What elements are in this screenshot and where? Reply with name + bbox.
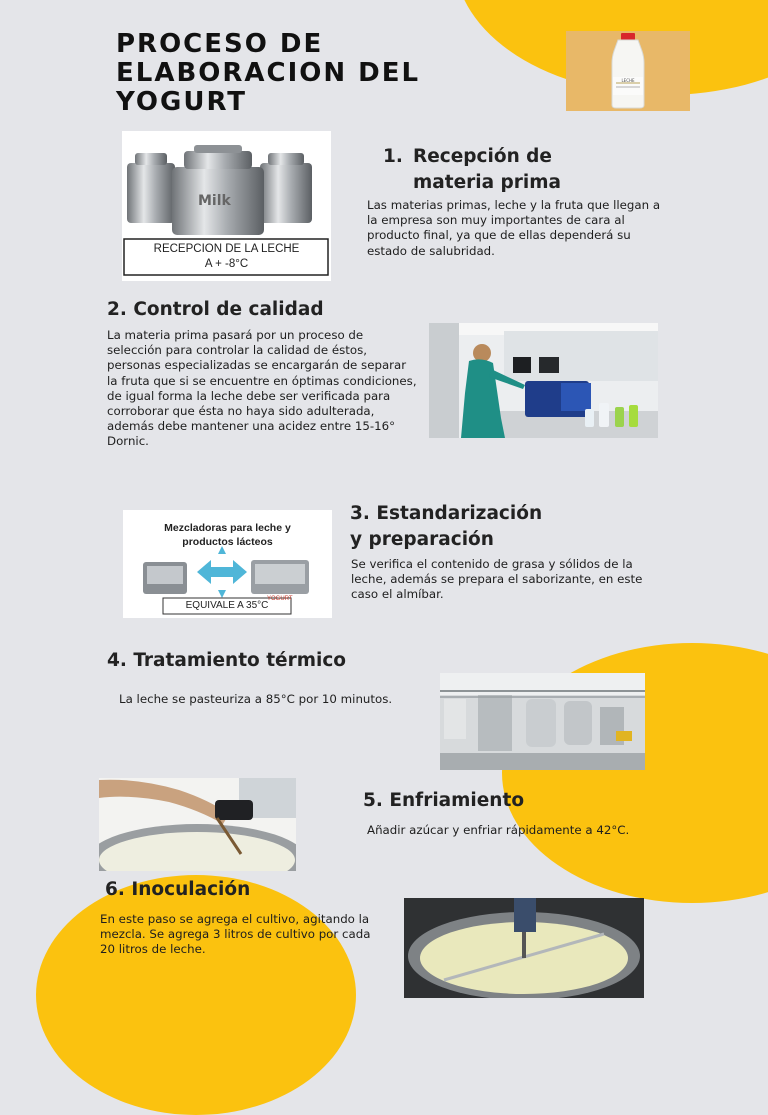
milk-can-label: Milk (198, 193, 231, 209)
mixers-image-title-2: productos lácteos (182, 536, 273, 548)
yellow-blob-bottom-left (36, 875, 356, 1115)
mixers-image-title-1: Mezcladoras para leche y (164, 522, 291, 534)
section-1-heading-line-2: materia prima (413, 172, 562, 193)
cooling-photo (99, 778, 296, 871)
inoculation-tank-photo (404, 898, 644, 998)
milk-image-caption-1: RECEPCION DE LA LECHE (153, 243, 300, 255)
mixers-image-tag: YOGURT (267, 596, 293, 602)
milk-image-caption-2: A + -8°C (204, 258, 249, 270)
section-3-heading (350, 501, 650, 553)
section-3-text: Se verifica el contenido de grasa y sólidos de la leche, además se prepara el saborizante, en este caso el almíbar. (351, 557, 643, 602)
section-6-heading: 6. Inoculación (105, 879, 251, 900)
section-1-number: 1. (383, 146, 403, 167)
section-2-heading: 2. Control de calidad (107, 299, 324, 320)
section-3-heading-line-2: y preparación (350, 529, 494, 550)
section-1-heading-line-1: Recepción de (413, 146, 552, 167)
mixers-image-caption: EQUIVALE A 35°C (185, 600, 269, 611)
title-line-2: ELABORACION DEL (116, 58, 421, 88)
section-3-heading-line-1: 3. Estandarización (350, 503, 543, 524)
section-4-text: La leche se pasteuriza a 85°C por 10 minutos. (119, 692, 393, 706)
section-4-heading: 4. Tratamiento térmico (107, 650, 347, 671)
milk-cans-image (122, 131, 331, 281)
mixers-image (123, 510, 332, 618)
bottle-label: LECHE (621, 78, 635, 83)
title-line-1: PROCESO DE (116, 29, 324, 59)
quality-lab-photo (429, 323, 658, 438)
section-6-text: En este paso se agrega el cultivo, agitando la mezcla. Se agrega 3 litros de cultivo por cada 20 litros de leche. (100, 912, 371, 957)
pasteurizer-photo (440, 673, 645, 770)
page-title (116, 30, 556, 117)
yogurt-bottle-photo (566, 31, 690, 111)
section-5-heading: 5. Enfriamiento (363, 790, 525, 811)
section-5-text: Añadir azúcar y enfriar rápidamente a 42°C. (367, 823, 630, 837)
section-1-heading (383, 144, 643, 196)
section-2-text: La materia prima pasará por un proceso de selección para controlar la calidad de éstos, personas especializadas se encargarán de separar la fruta que si se encuentre en óptimas condiciones, de igual forma la leche debe ser verificada para corroborar que ésta no haya sido adulterada, además debe mantener una acidez entre 15-16° Dornic. (107, 328, 417, 449)
section-1-text: Las materias primas, leche y la fruta que llegan a la empresa son muy importantes de cara al producto final, ya que de ellas dependerá su estado de salubridad. (367, 198, 661, 258)
title-line-3: YOGURT (116, 87, 248, 117)
